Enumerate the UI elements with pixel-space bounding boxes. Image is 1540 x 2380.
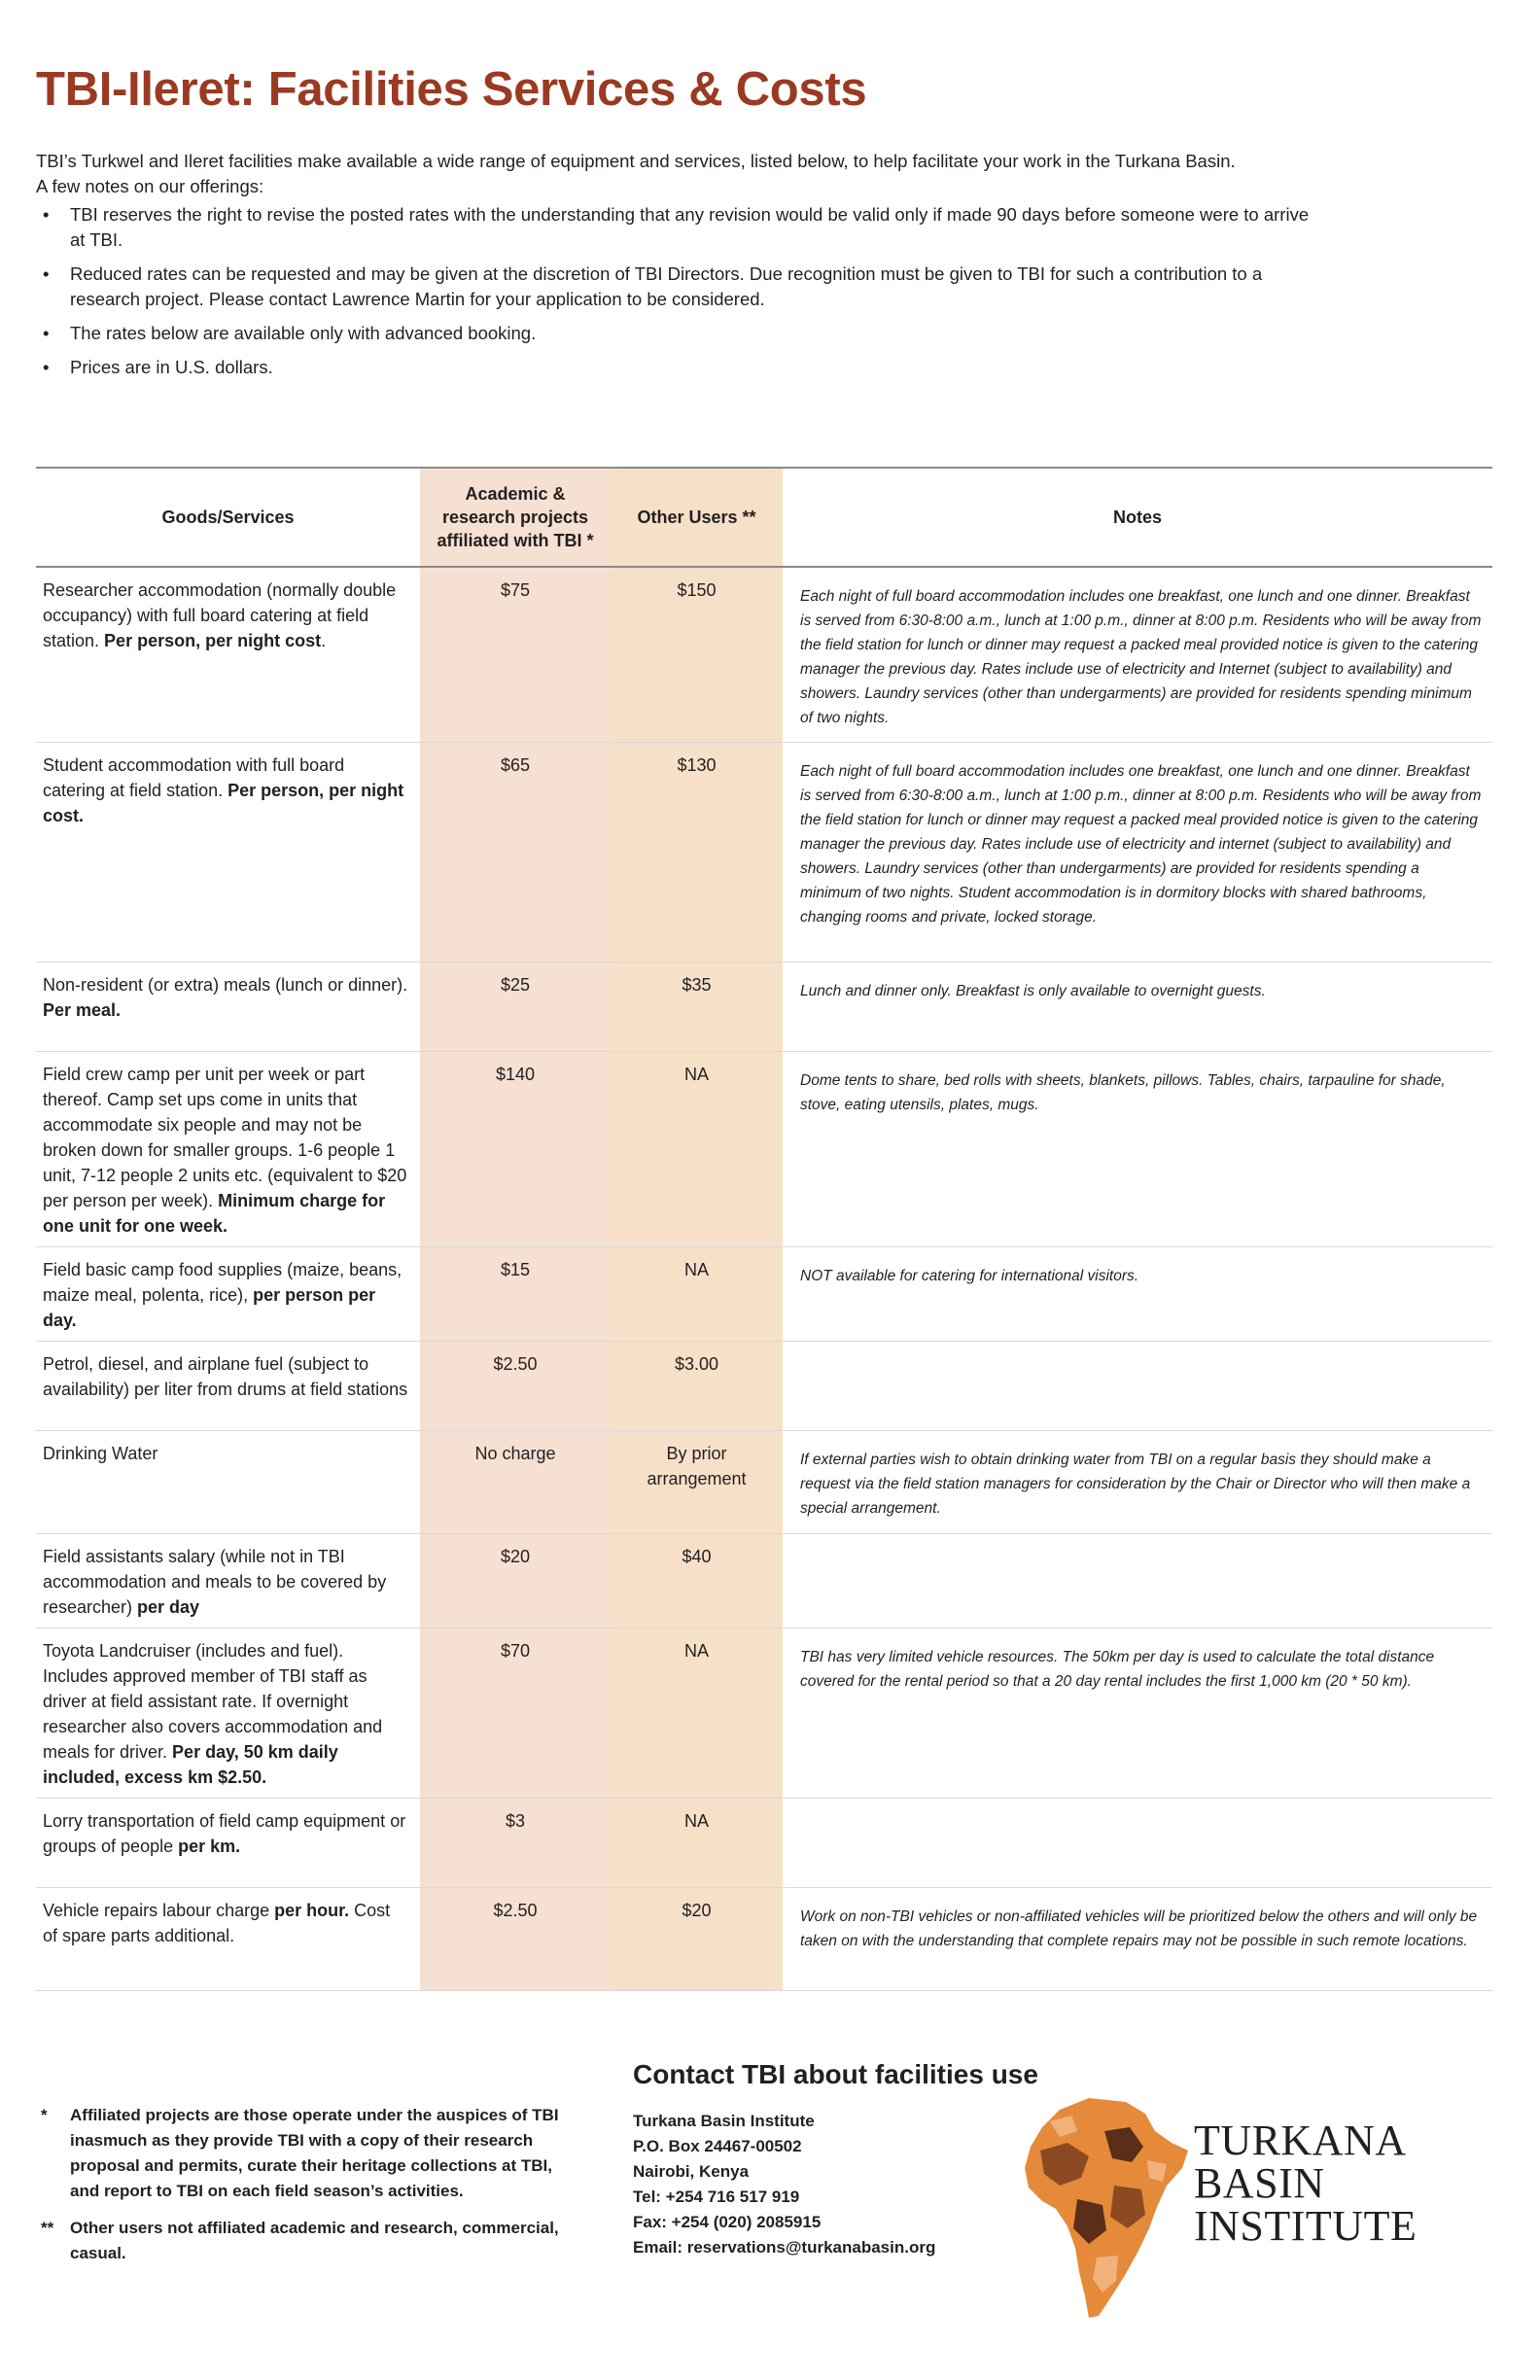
contact-email: Email: reservations@turkanabasin.org (633, 2238, 936, 2257)
academic-price-cell: $3 (420, 1798, 611, 1887)
academic-price-cell: No charge (420, 1430, 611, 1533)
table-row (36, 1051, 1492, 1246)
table-row (36, 1246, 1492, 1341)
table-header-row (36, 468, 1492, 567)
contact-line: P.O. Box 24467-00502 (633, 2137, 802, 2155)
goods-cell: Lorry transportation of field camp equipment or groups of people per km. (36, 1798, 420, 1887)
list-item: • TBI reserves the right to revise the posted rates with the understanding that any revision would be valid only if made 90 days before someone were to arrive at TBI. (43, 204, 1310, 250)
table-row (36, 1798, 1492, 1887)
table-row (36, 567, 1492, 742)
academic-price-cell: $20 (420, 1533, 611, 1628)
academic-price-cell: $70 (420, 1628, 611, 1798)
table-row (36, 1341, 1492, 1430)
footnote: * Affiliated projects are those operate under the auspices of TBI inasmuch as they provide TBI with a copy of their research proposal and permits, curate their heritage collections at TBI, and report to TBI on each field season’s activities. (41, 2106, 559, 2200)
other-users-price-cell: By prior arrangement (611, 1430, 783, 1533)
bullet-icon: • (43, 357, 50, 377)
notes-cell: Work on non-TBI vehicles or non-affiliated vehicles will be prioritized below the others and will only be taken on with the understanding that complete repairs may not be possible in such remote locations. (783, 1887, 1492, 1990)
other-users-price-cell: $35 (611, 962, 783, 1051)
contact-line: Nairobi, Kenya (633, 2162, 750, 2181)
notes-cell: NOT available for catering for international visitors. (783, 1246, 1492, 1341)
other-users-price-cell: $130 (611, 742, 783, 962)
goods-cell: Field basic camp food supplies (maize, beans, maize meal, polenta, rice), per person per day. (36, 1246, 420, 1341)
goods-cell: Non-resident (or extra) meals (lunch or dinner). Per meal. (36, 962, 420, 1051)
page-title: TBI-Ileret: Facilities Services & Costs (36, 63, 867, 116)
other-users-price-cell: $150 (611, 567, 783, 742)
header-notes: Notes (783, 468, 1492, 567)
contact-info (633, 2109, 935, 2260)
table-row (36, 1628, 1492, 1798)
notes-cell: If external parties wish to obtain drinking water from TBI on a regular basis they should make a request via the field station managers for consideration by the Chair or Director who will then make a special arrangement. (783, 1430, 1492, 1533)
goods-cell: Researcher accommodation (normally double occupancy) with full board catering at field station. Per person, per night cost. (36, 567, 420, 742)
africa-map-icon (1021, 2092, 1191, 2326)
intro-line: TBI’s Turkwel and Ileret facilities make available a wide range of equipment and services, listed below, to help facilitate your work in the Turkana Basin. (36, 151, 1236, 171)
other-users-price-cell: NA (611, 1628, 783, 1798)
goods-cell: Vehicle repairs labour charge per hour. Cost of spare parts additional. (36, 1887, 420, 1990)
notes-list (36, 202, 1319, 380)
academic-price-cell: $140 (420, 1051, 611, 1246)
notes-cell: Each night of full board accommodation includes one breakfast, one lunch and one dinner. Breakfast is served from 6:30-8:00 a.m., lunch at 1:00 p.m., dinner at 8:00 p.m. Residents who will be away from the field station for lunch or dinner may request a packed meal provided notice is given to the catering manager the previous day. Rates include use of electricity and internet (subject to availability) and showers. Laundry services (other than undergarments) are provided for residents spending a minimum of two nights. Student accommodation is in dormitory blocks with shared bathrooms, changing rooms and private, locked storage. (783, 742, 1492, 962)
other-users-price-cell: $40 (611, 1533, 783, 1628)
academic-price-cell: $75 (420, 567, 611, 742)
academic-price-cell: $15 (420, 1246, 611, 1341)
other-users-price-cell: NA (611, 1246, 783, 1341)
table-row (36, 1430, 1492, 1533)
academic-price-cell: $2.50 (420, 1341, 611, 1430)
contact-line: Turkana Basin Institute (633, 2112, 815, 2130)
header-goods: Goods/Services (36, 468, 420, 567)
goods-cell: Petrol, diesel, and airplane fuel (subject to availability) per liter from drums at field stations (36, 1341, 420, 1430)
list-item: • Prices are in U.S. dollars. (36, 355, 1319, 380)
contact-line: Tel: +254 716 517 919 (633, 2188, 800, 2206)
other-users-price-cell: NA (611, 1798, 783, 1887)
tbi-logo (1021, 2092, 1488, 2326)
goods-cell: Field crew camp per unit per week or part thereof. Camp set ups come in units that accommodate six people and may not be broken down for smaller groups. 1-6 people 1 unit, 7-12 people 2 units etc. (equivalent to $20 per person per week). Minimum charge for one unit for one week. (36, 1051, 420, 1246)
notes-cell (783, 1341, 1492, 1430)
notes-cell: TBI has very limited vehicle resources. The 50km per day is used to calculate the total distance covered for the rental period so that a 20 day rental includes the first 1,000 km (20 * 50 km). (783, 1628, 1492, 1798)
table-row (36, 1533, 1492, 1628)
notes-cell (783, 1798, 1492, 1887)
goods-cell: Toyota Landcruiser (includes and fuel). Includes approved member of TBI staff as driver at field assistant rate. If overnight researcher also covers accommodation and meals for driver. Per day, 50 km daily included, excess km $2.50. (36, 1628, 420, 1798)
bullet-icon: • (43, 204, 50, 225)
footnote: ** Other users not affiliated academic and research, commercial, casual. (41, 2219, 559, 2262)
notes-cell: Dome tents to share, bed rolls with sheets, blankets, pillows. Tables, chairs, tarpauline for shade, stove, eating utensils, plates, mugs. (783, 1051, 1492, 1246)
intro-line: A few notes on our offerings: (36, 176, 264, 196)
notes-cell: Each night of full board accommodation includes one breakfast, one lunch and one dinner. Breakfast is served from 6:30-8:00 a.m., lunch at 1:00 p.m., dinner at 8:00 p.m. Residents who will be away from the field station for lunch or dinner may request a packed meal provided notice is given to the catering manager the previous day. Rates include use of electricity and Internet (subject to availability) and showers. Laundry services (other than undergarments) are provided for residents spending minimum of two nights. (783, 567, 1492, 742)
academic-price-cell: $65 (420, 742, 611, 962)
other-users-price-cell: NA (611, 1051, 783, 1246)
footnotes (39, 2103, 564, 2278)
intro-section (36, 149, 1319, 389)
goods-cell: Student accommodation with full board catering at field station. Per person, per night cost. (36, 742, 420, 962)
header-academic: Academic & research projects affiliated with TBI * (420, 468, 611, 567)
table-row (36, 1887, 1492, 1990)
goods-cell: Field assistants salary (while not in TBI accommodation and meals to be covered by researcher) per day (36, 1533, 420, 1628)
bullet-icon: • (43, 323, 50, 343)
academic-price-cell: $25 (420, 962, 611, 1051)
list-item: • Reduced rates can be requested and may be given at the discretion of TBI Directors. Due recognition must be given to TBI for such a contribution to a research project. Please contact Lawrence Martin for your application to be considered. (43, 263, 1263, 309)
academic-price-cell: $2.50 (420, 1887, 611, 1990)
other-users-price-cell: $3.00 (611, 1341, 783, 1430)
contact-heading: Contact TBI about facilities use (633, 2059, 1038, 2089)
other-users-price-cell: $20 (611, 1887, 783, 1990)
table-row (36, 962, 1492, 1051)
bullet-icon: • (43, 263, 50, 284)
header-other-users: Other Users ** (611, 468, 783, 567)
goods-cell: Drinking Water (36, 1430, 420, 1533)
logo-wordmark: TURKANA BASIN INSTITUTE (1194, 2117, 1418, 2250)
notes-cell (783, 1533, 1492, 1628)
contact-line: Fax: +254 (020) 2085915 (633, 2213, 822, 2231)
list-item: • The rates below are available only with advanced booking. (36, 321, 1319, 346)
table-row (36, 742, 1492, 962)
notes-cell: Lunch and dinner only. Breakfast is only available to overnight guests. (783, 962, 1492, 1051)
facilities-table (36, 467, 1492, 1991)
